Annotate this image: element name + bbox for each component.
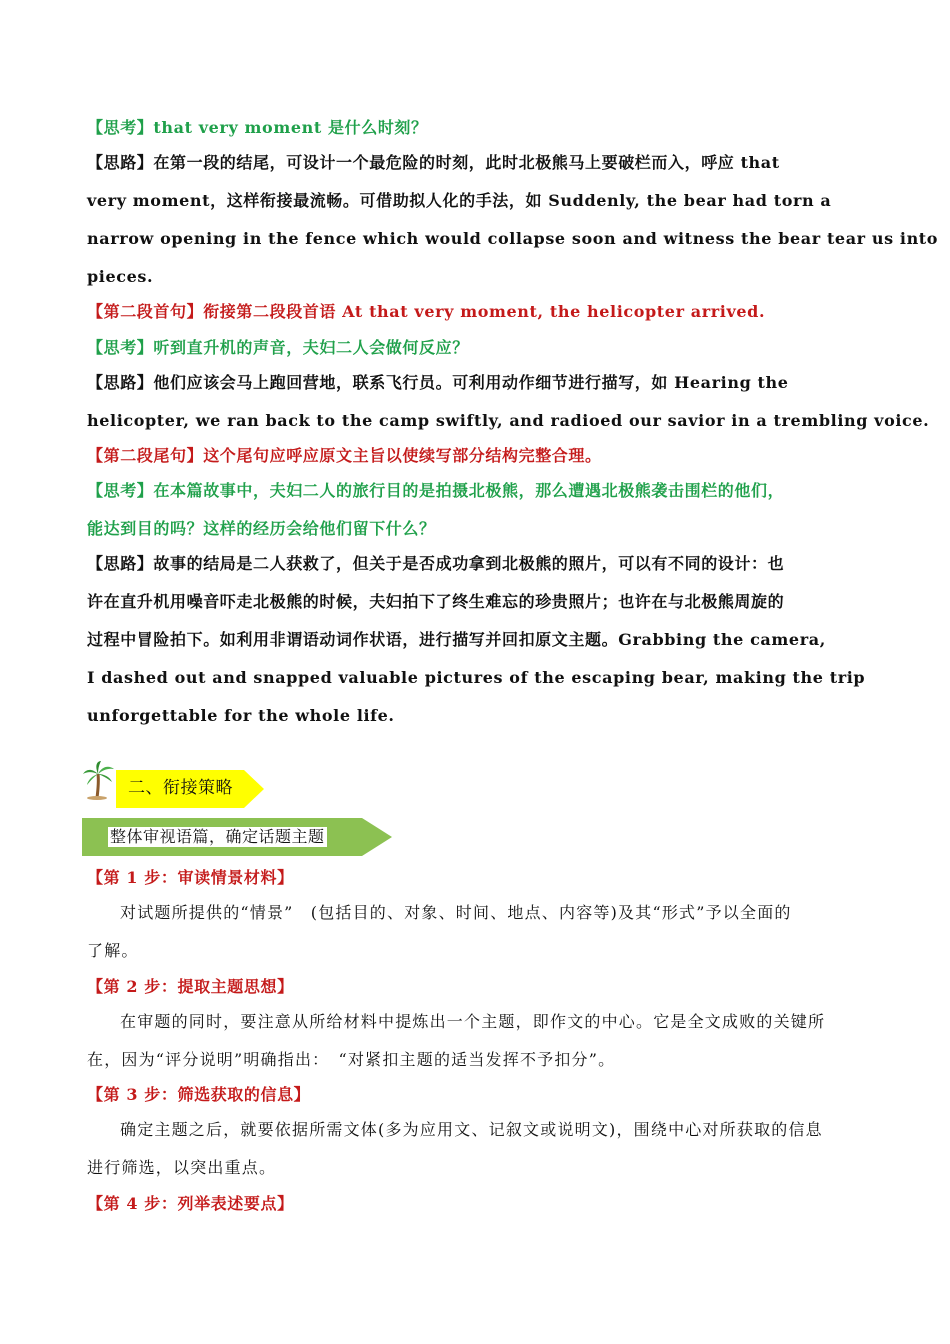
section-heading xyxy=(82,758,272,808)
step-1-text-2: 了解。 xyxy=(87,941,139,960)
para2-first-sentence: 【第二段首句】衔接第二段段首语 At that very moment, the helicopter arrived. xyxy=(87,302,766,321)
step-3-text-1: 确定主题之后，就要依据所需文体(多为应用文、记叙文或说明文)，围绕中心对所获取的信息 xyxy=(120,1120,823,1139)
idea-line-8: 许在直升机用噪音吓走北极熊的时候，夫妇拍下了终生难忘的珍贵照片；也许在与北极熊周旋的 xyxy=(87,592,785,611)
think-line-3: 【思考】在本篇故事中，夫妇二人的旅行目的是拍摄北极熊，那么遭遇北极熊袭击围栏的他们， xyxy=(87,481,785,500)
idea-line-5: 【思路】他们应该会马上跑回营地，联系飞行员。可利用动作细节进行描写，如 Hearing the xyxy=(87,373,789,392)
step-3-title: 【第 3 步：筛选获取的信息】 xyxy=(87,1085,311,1104)
section-heading-text: 二、衔接策略 xyxy=(128,778,233,798)
subsection-heading-text: 整体审视语篇，确定话题主题 xyxy=(110,827,325,846)
idea-line-2: very moment，这样衔接最流畅。可借助拟人化的手法，如 Suddenly, the bear had torn a xyxy=(87,191,832,210)
idea-line-11: unforgettable for the whole life. xyxy=(87,706,395,725)
step-2-text-1: 在审题的同时，要注意从所给材料中提炼出一个主题，即作文的中心。它是全文成败的关键所 xyxy=(120,1012,826,1031)
idea-line-7: 【思路】故事的结局是二人获救了，但关于是否成功拿到北极熊的照片，可以有不同的设计：也 xyxy=(87,554,785,573)
idea-line-6: helicopter, we ran back to the camp swiftly, and radioed our savior in a trembling voice. xyxy=(87,411,930,430)
step-2-title: 【第 2 步：提取主题思想】 xyxy=(87,977,294,996)
step-3-text-2: 进行筛选，以突出重点。 xyxy=(87,1158,277,1177)
subsection-heading xyxy=(82,818,394,856)
idea-line-9: 过程中冒险拍下。如利用非谓语动词作状语，进行描写并回扣原文主题。Grabbing the camera, xyxy=(87,630,826,649)
para2-last-sentence: 【第二段尾句】这个尾句应呼应原文主旨以使续写部分结构完整合理。 xyxy=(87,446,602,465)
section-heading-tag xyxy=(116,770,266,808)
step-4-title: 【第 4 步：列举表述要点】 xyxy=(87,1194,294,1213)
step-1-title: 【第 1 步：审读情景材料】 xyxy=(87,868,294,887)
think-line-4: 能达到目的吗？这样的经历会给他们留下什么？ xyxy=(87,519,436,538)
idea-line-4: pieces. xyxy=(87,267,154,286)
idea-line-1: 【思路】在第一段的结尾，可设计一个最危险的时刻，此时北极熊马上要破栏而入，呼应 that xyxy=(87,153,780,172)
idea-line-3: narrow opening in the fence which would collapse soon and witness the bear tear us into xyxy=(87,229,939,248)
think-line-2: 【思考】听到直升机的声音，夫妇二人会做何反应？ xyxy=(87,338,469,357)
palm-tree-icon xyxy=(82,760,116,800)
think-line-1: 【思考】that very moment 是什么时刻？ xyxy=(87,118,428,137)
step-1-text-1: 对试题所提供的“情景” (包括目的、对象、时间、地点、内容等)及其“形式”予以全面的 xyxy=(120,903,792,922)
idea-line-10: I dashed out and snapped valuable pictures of the escaping bear, making the trip xyxy=(87,668,866,687)
step-2-text-2: 在，因为“评分说明”明确指出： “对紧扣主题的适当发挥不予扣分”。 xyxy=(87,1050,616,1069)
